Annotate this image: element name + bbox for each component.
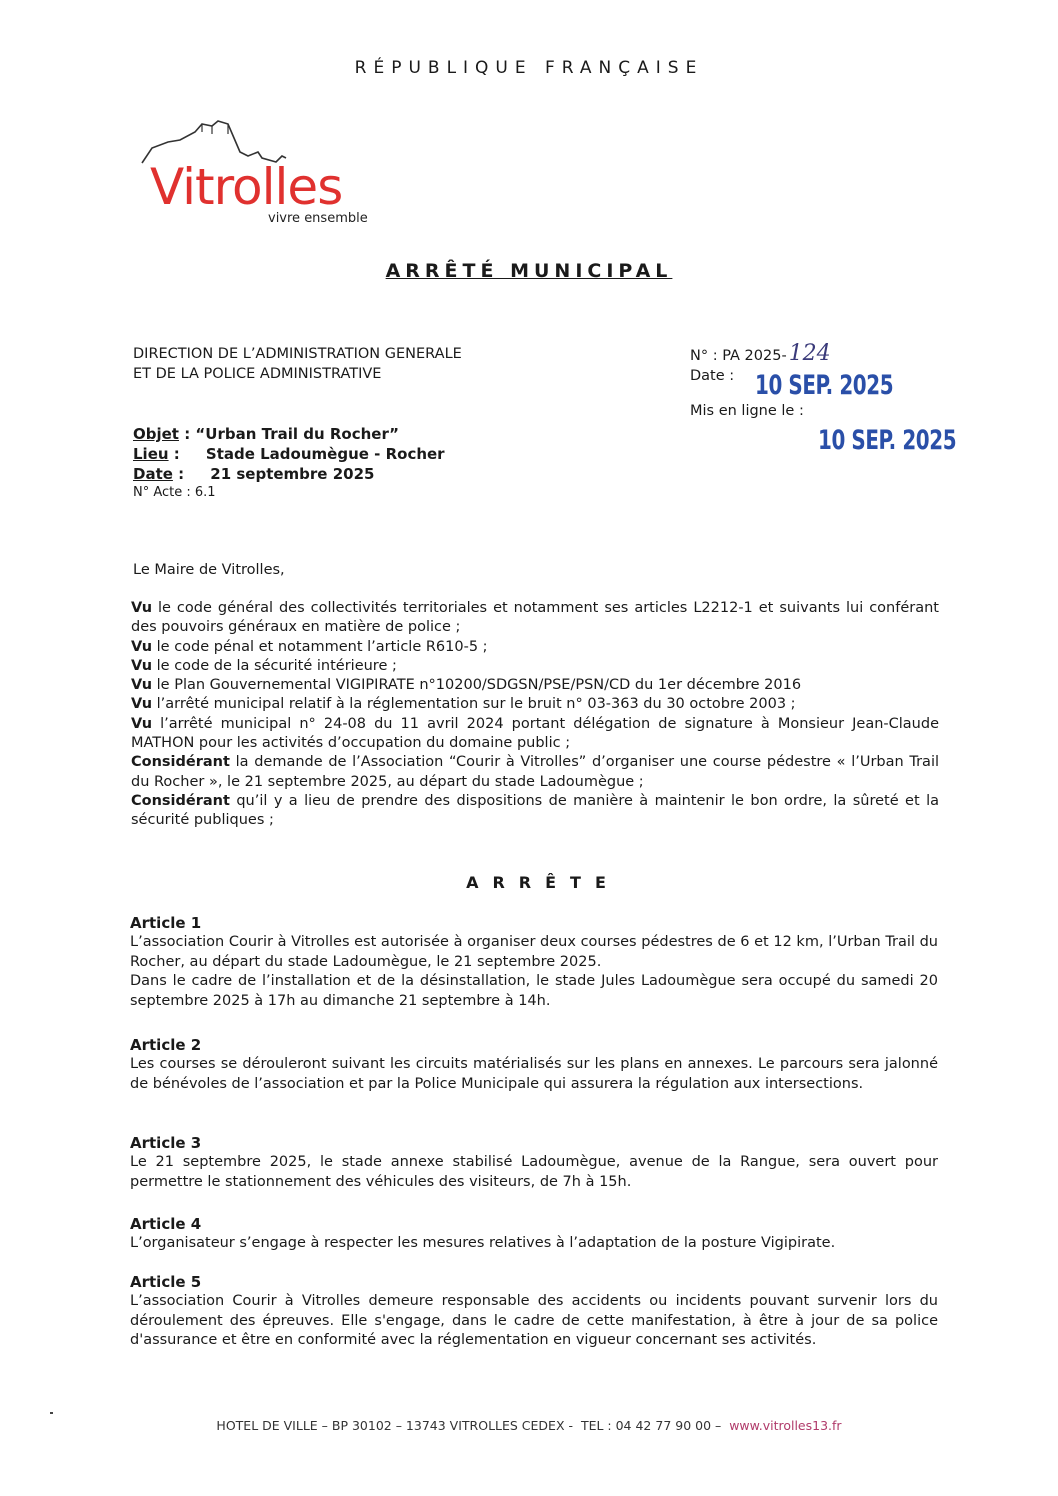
article-title: Article 1 [130, 914, 202, 932]
online-label: Mis en ligne le : [690, 403, 804, 419]
visa-item: Vu le code de la sécurité intérieure ; [131, 657, 397, 674]
article-2 [130, 1035, 938, 1094]
logo-tagline: vivre ensemble [268, 211, 368, 226]
visa-item: Considérant qu’il y a lieu de prendre des dispositions de manière à maintenir le bon ordre, la sûreté et la sécurité publiques ; [131, 792, 939, 829]
article-title: Article 3 [130, 1134, 202, 1152]
online-date-stamp: 10 SEP. 2025 [818, 425, 957, 456]
footer-website-link[interactable]: www.vitrolles13.fr [729, 1418, 842, 1433]
document-title: ARRÊTÉ MUNICIPAL [385, 260, 673, 282]
visa-item: Vu l’arrêté municipal relatif à la réglementation sur le bruit n° 03-363 du 30 octobre 2003 ; [131, 696, 796, 713]
article-paragraph: Dans le cadre de l’installation et de la désinstallation, le stade Jules Ladoumègue sera occupé du samedi 20 septembre 2025 à 17h au dimanche 21 septembre à 14h. [130, 973, 938, 1009]
date-value: : 21 septembre 2025 [172, 465, 375, 483]
arrete-heading: ARRÊTE [466, 873, 620, 892]
visa-item: Vu le code pénal et notamment l’article R610-5 ; [131, 638, 488, 655]
lieu-label: Lieu [133, 445, 169, 463]
direction-line-2: ET DE LA POLICE ADMINISTRATIVE [133, 366, 382, 382]
visa-item: Vu le code général des collectivités territoriales et notamment ses articles L2212-1 et suivants lui conférant des pouvoirs généraux en matière de police ; [131, 600, 939, 636]
direction-line-1: DIRECTION DE L’ADMINISTRATION GENERALE [133, 346, 462, 362]
reference-number: N° : PA 2025-124 [690, 341, 831, 366]
footer-address: HOTEL DE VILLE – BP 30102 – 13743 VITROLLES CEDEX - TEL : 04 42 77 90 00 – [216, 1418, 730, 1433]
handwritten-number: 124 [788, 341, 831, 366]
article-title: Article 5 [130, 1273, 202, 1291]
republique-header: RÉPUBLIQUE FRANÇAISE [354, 58, 704, 78]
visa-item: Considérant la demande de l’Association “Courir à Vitrolles” d’organiser une course pédestre « l’Urban Trail du Rocher », le 21 septembre 2025, au départ du stade Ladoumègue ; [131, 754, 939, 790]
maire-line: Le Maire de Vitrolles, [133, 562, 285, 578]
article-paragraph: L’organisateur s’engage à respecter les mesures relatives à l’adaptation de la posture Vigipirate. [130, 1235, 836, 1251]
article-paragraph: Le 21 septembre 2025, le stade annexe stabilisé Ladoumègue, avenue de la Rangue, sera ouvert pour permettre le stationnement des véhicules des visiteurs, de 7h à 15h. [130, 1154, 938, 1190]
date-stamp: 10 SEP. 2025 [755, 370, 894, 401]
visa-item: Vu le Plan Gouvernemental VIGIPIRATE n°10200/SDGSN/PSE/PSN/CD du 1er décembre 2016 [131, 677, 802, 694]
article-title: Article 4 [130, 1215, 202, 1233]
article-title: Article 2 [130, 1036, 202, 1054]
article-paragraph: L’association Courir à Vitrolles demeure responsable des accidents ou incidents pouvant survenir lors du déroulement des épreuves. Elle s'engage, dans le cadre de cette manifestation, à être à jour de sa police d'assurance et être en conformité avec la réglementation en vigueur concernant ses activités. [130, 1293, 938, 1348]
article-3 [130, 1133, 938, 1192]
date-label: Date [133, 465, 173, 483]
footer [0, 1418, 1058, 1433]
reference-date-label: Date : [690, 368, 735, 384]
objet-block [133, 424, 445, 484]
visa-item: Vu l’arrêté municipal n° 24-08 du 11 avril 2024 portant délégation de signature à Monsieur Jean-Claude MATHON pour les activités d’occupation du domaine public ; [131, 715, 939, 752]
vitrolles-logo [140, 118, 410, 230]
objet-value: : “Urban Trail du Rocher” [178, 425, 400, 443]
objet-label: Objet [133, 425, 179, 443]
article-5 [130, 1272, 938, 1351]
direction-block [133, 344, 462, 384]
article-4 [130, 1214, 938, 1254]
article-paragraph: L’association Courir à Vitrolles est autorisée à organiser deux courses pédestres de 6 et 12 km, l’Urban Trail du Rocher, au départ du stade Ladoumègue, le 21 septembre 2025. [130, 934, 938, 970]
acte-number: N° Acte : 6.1 [133, 485, 216, 500]
logo-wordmark: Vitrolles [150, 158, 343, 216]
scan-speck [50, 1412, 53, 1414]
visas-block [131, 599, 939, 831]
article-1 [130, 913, 938, 1011]
lieu-value: : Stade Ladoumègue - Rocher [168, 445, 445, 463]
article-paragraph: Les courses se dérouleront suivant les circuits matérialisés sur les plans en annexes. Le parcours sera jalonné de bénévoles de l’association et par la Police Municipale qui assurera la régulation aux intersections. [130, 1056, 938, 1092]
